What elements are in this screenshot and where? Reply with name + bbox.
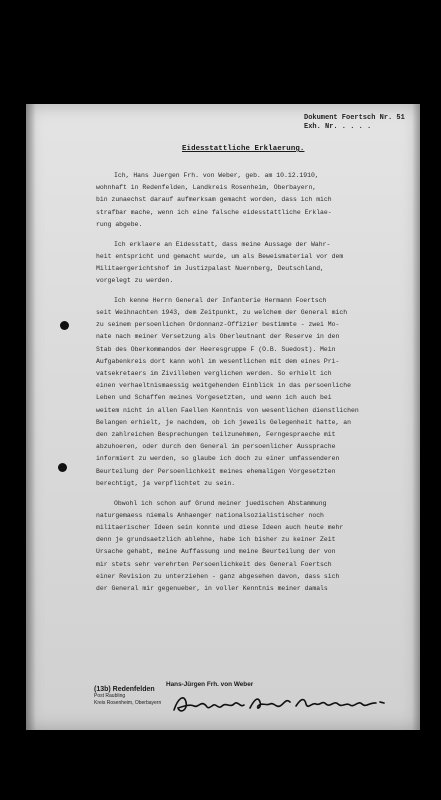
stamp-line: Kreis Rosenheim, Oberbayern <box>94 700 162 706</box>
text-line: zu seinem persoenlichen Ordonnanz-Offizier bestimmte - zwei Mo- <box>96 321 340 329</box>
page-edge-shadow <box>26 104 36 730</box>
text-line: vatsekretaers im Zivilleben verglichen werden. So erhielt ich <box>96 370 332 378</box>
text-line: rung abgebe. <box>96 220 143 228</box>
text-line: denn je grundsaetzlich ablehne, habe ich bisher zu keiner Zeit <box>96 536 336 544</box>
text-line: den zahlreichen Besprechungen teilzunehmen, Ferngespraeche mit <box>96 431 336 439</box>
handwritten-signature <box>170 688 392 718</box>
text-line: naturgemaess niemals Anhaenger nationalsozialistischer noch <box>96 511 324 519</box>
stamp-line: Post Raubling <box>94 693 126 699</box>
document-reference: Dokument Foertsch Nr. 51 <box>304 114 405 122</box>
exhibit-number: Exh. Nr. . . . . <box>304 123 372 131</box>
text-line: Ursache gehabt, meine Auffassung und meine Beurteilung der von <box>96 548 336 556</box>
text-line: wohnhaft in Redenfelden, Landkreis Rosenheim, Oberbayern, <box>96 184 317 192</box>
text-line: Ich erklaere an Eidesstatt, dass meine Aussage der Wahr- <box>114 240 331 248</box>
text-line: einen verhaeltnismaessig weitgehenden Einblick in das persoenliche <box>96 382 351 390</box>
text-line: abzuhoeren, oder durch den General im persoenlicher Aussprache <box>96 443 336 451</box>
paragraph <box>96 239 408 288</box>
text-line: vorgelegt zu werden. <box>96 277 174 285</box>
text-line: berechtigt, ja verpflichtet zu sein. <box>96 479 236 487</box>
punch-hole <box>60 321 69 330</box>
paragraph <box>96 498 408 596</box>
text-line: Ich, Hans Juergen Frh. von Weber, geb. am 10.12.1910, <box>114 172 319 179</box>
text-line: Aufgabenkreis dort kann wohl im wesentlichen mit dem eines Pri- <box>96 357 340 365</box>
text-line: Obwohl ich schon auf Grund meiner juedischen Abstammung <box>114 499 327 507</box>
punch-hole <box>58 463 67 472</box>
text-line: informiert zu werden, so glaube ich doch zu einer umfassenderen <box>96 455 340 463</box>
text-line: Leben und Schaffen meines Vorgesetzten, und wenn ich auch bei <box>96 394 332 402</box>
text-line: der General mir gegenueber, in voller Kenntnis meiner damals <box>96 585 328 592</box>
text-line: heit entspricht und gemacht wurde, um als Beweismaterial vor dem <box>96 252 344 260</box>
text-line: Ich kenne Herrn General der Infanterie Hermann Foertsch <box>114 296 327 304</box>
text-line: nate nach meiner Versetzung als Oberleutnant der Reserve in den <box>96 333 340 341</box>
stamp-line: (13b) Redenfelden <box>94 686 155 693</box>
text-line: Beurteilung der Persoenlichkeit meines ehemaligen Vorgesetzten <box>96 467 336 475</box>
text-line: militaerischer Ideen sein konnte und diese Ideen auch heute mehr <box>96 523 344 531</box>
paragraph <box>96 295 408 490</box>
text-line: bin zunaechst darauf aufmerksam gemacht worden, dass ich mich <box>96 196 332 204</box>
text-line: strafbar mache, wenn ich eine falsche eidesstattliche Erklae- <box>96 208 332 216</box>
text-line: Militaergerichtshof im Justizpalast Nuernberg, Deutschland, <box>96 264 324 272</box>
text-line: Belangen erhielt, je nachdem, ob ich jeweils Gelegenheit hatte, an <box>96 418 351 426</box>
text-line: seit Weihnachten 1943, dem Zeitpunkt, zu welchem der General mich <box>96 309 348 317</box>
document-title: Eidesstattliche Erklaerung. <box>182 145 305 153</box>
text-line: weitem nicht in allen Faellen Kenntnis von wesentlichen dienstlichen <box>96 406 359 414</box>
signatory-name: Hans-Jürgen Frh. von Weber <box>166 681 254 688</box>
text-line: Stab des Oberkommandos der Heeresgruppe F (O.B. Suedost). Mein <box>96 345 336 353</box>
text-line: einer Revision zu unterziehen - ganz abgesehen davon, dass sich <box>96 572 340 580</box>
text-line: mir stets sehr verehrten Persoenlichkeit des General Foertsch <box>96 560 332 568</box>
address-stamp <box>94 686 161 707</box>
paragraph <box>96 170 408 231</box>
document-body <box>96 170 408 603</box>
page-edge-shadow-right <box>412 104 420 730</box>
